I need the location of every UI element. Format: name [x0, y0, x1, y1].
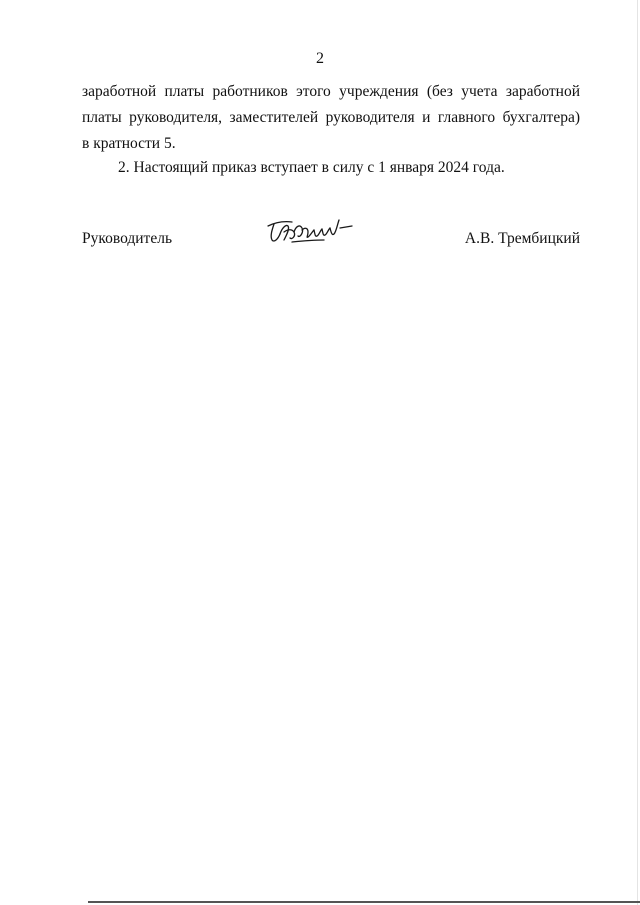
paragraph-continuation — [82, 79, 580, 157]
paragraph-line: в кратности 5. — [82, 135, 176, 152]
signatory-name: А.В. Трембицкий — [464, 230, 580, 247]
paragraph-line: заработной платы работников этого учреждения (без учета заработной — [82, 83, 580, 100]
scan-edge — [637, 0, 638, 905]
paragraph-effective-date: 2. Настоящий приказ вступает в силу с 1 января 2024 года. — [118, 159, 505, 176]
signatory-title: Руководитель — [82, 230, 173, 247]
page-number: 2 — [316, 50, 324, 67]
paragraph-line: платы руководителя, заместителей руководителя и главного бухгалтера) — [82, 109, 580, 126]
signature-icon — [262, 212, 358, 252]
scan-bottom-edge — [88, 901, 640, 903]
